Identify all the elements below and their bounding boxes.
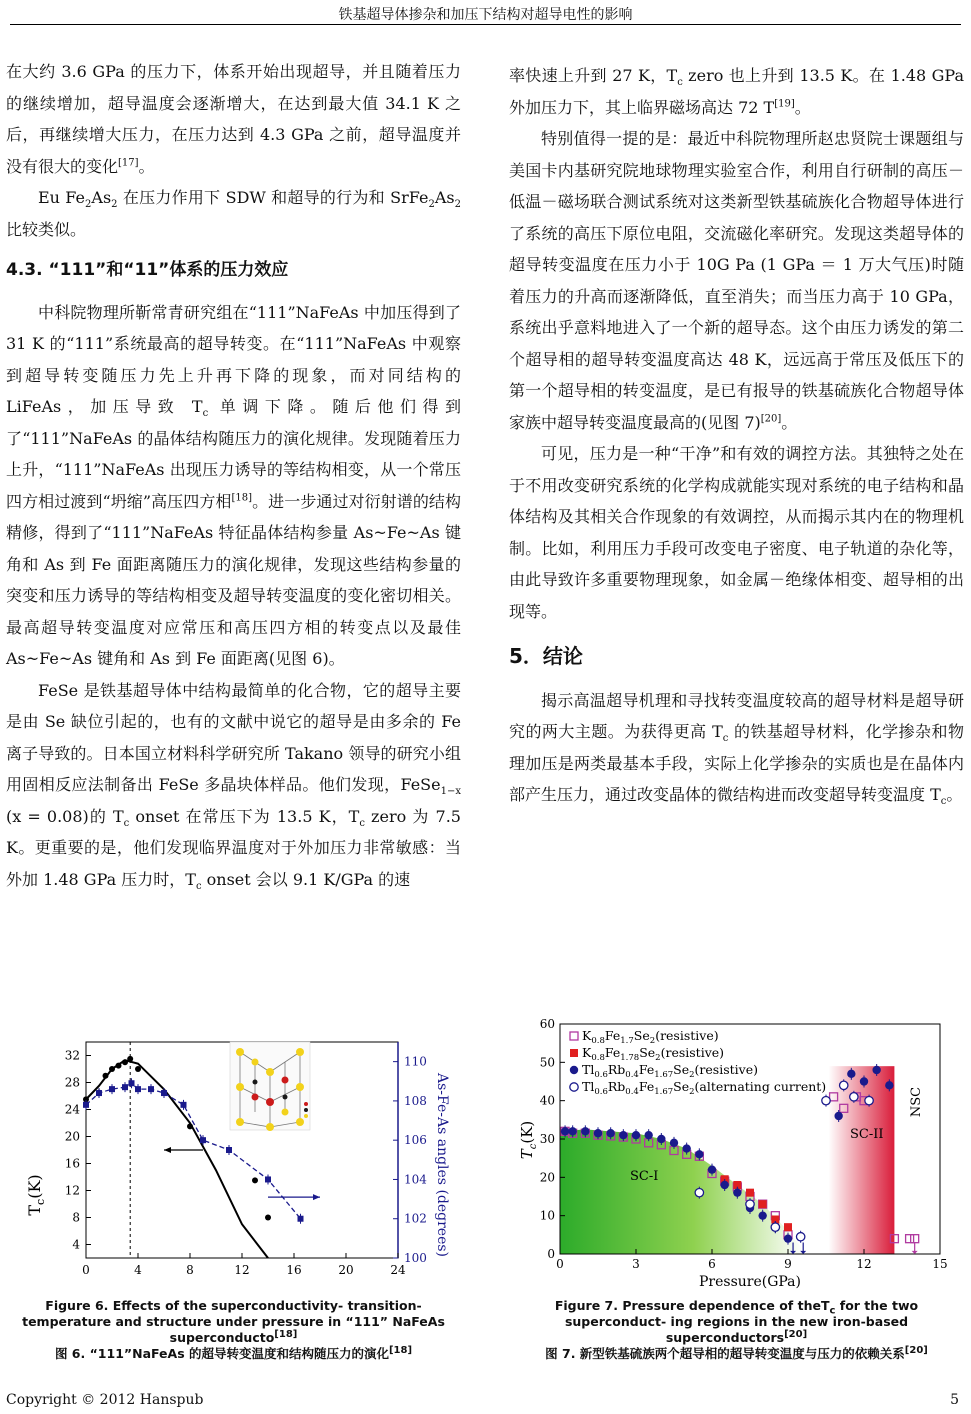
- y-tick-label: 0: [547, 1247, 555, 1261]
- y-tick-label-right: 100: [404, 1251, 427, 1265]
- x-tick-label: 12: [856, 1257, 872, 1271]
- data-point: [695, 1188, 703, 1196]
- tc-point: [116, 1063, 122, 1069]
- angle-point: [200, 1137, 206, 1143]
- legend-label: $K_{0.8}Fe_{1.78}Se_2(resistive)$: [582, 1045, 725, 1063]
- paragraph: 中科院物理所靳常青研究组在“111”NaFeAs 中加压得到了 31 K 的“111”系统最高的超导转变。在“111”NaFeAs 中观察到超导转变随压力先上升再下降的现象，而对同结构的 LiFeAs，加压导致 $T_c$ 单调下降。随后他们得到了“111”NaFeAs 的晶体结构随压力的演化规律。发现随着压力上升，“111”NaFeAs 出现压力诱导的等结构相变，从一个常压四方相过渡到“坍缩”高压四方相[18]。进一步通过对衍射谱的结构精修，得到了“111”NaFeAs 特征晶体结构参量 As~Fe~As 键角和 As 到 Fe 面距离随压力的演化规律，发现这些结构参量的突变和压力诱导的等结构相变及超导转变温度的变化密切相关。最高超导转变温度对应常压和高压四方相的转变点以及最佳 As~Fe~As 键角和 As 到 Fe 面距离(见图 6)。: [6, 302, 461, 668]
- x-axis-label: Pressure(GPa): [698, 1274, 802, 1290]
- crystal-structure-inset: [230, 1042, 310, 1131]
- data-point: [872, 1066, 880, 1074]
- data-point: [784, 1223, 792, 1231]
- x-tick-label: 8: [186, 1263, 194, 1277]
- data-point: [708, 1165, 716, 1173]
- data-point: [606, 1129, 614, 1137]
- data-point: [911, 1235, 919, 1243]
- region-label-sc1: SC-I: [630, 1169, 659, 1184]
- data-point: [906, 1235, 914, 1243]
- data-point: [860, 1077, 868, 1085]
- y-tick-label: 10: [539, 1208, 555, 1223]
- page-number: 5: [950, 1392, 959, 1408]
- y-tick-label-right: 102: [404, 1211, 427, 1226]
- y-tick-label-left: 32: [64, 1048, 80, 1063]
- angle-point: [122, 1084, 128, 1090]
- legend-label: $K_{0.8}Fe_{1.7}Se_2(resistive)$: [582, 1028, 719, 1046]
- figure-6-caption: Figure 6. Effects of the superconductivity- transition-temperature and structure under pressure in “111” NaFeAs superconducto[18] 图 6. “111”NaFeAs 的超导转变温度和结构随压力的演化[18]: [22, 1298, 445, 1361]
- arrow-right-head: [313, 1194, 320, 1200]
- data-point: [746, 1189, 754, 1197]
- section-heading: 4.3. “111”和“11”体系的压力效应: [6, 260, 289, 280]
- sc2-region: [829, 1066, 895, 1254]
- paragraph: 率快速上升到 27 K，$T_c$ zero 也上升到 13.5 K。在 1.48 GPa 外加压力下，其上临界磁场高达 72 T[19]。: [509, 66, 964, 117]
- figure-7-chart: [510, 1010, 960, 1290]
- angle-point: [161, 1090, 167, 1096]
- y-tick-label-left: 24: [64, 1102, 80, 1117]
- angle-point: [135, 1086, 141, 1092]
- data-point: [796, 1233, 804, 1241]
- data-point: [695, 1150, 703, 1158]
- data-point: [644, 1131, 652, 1139]
- paragraph: 在大约 3.6 GPa 的压力下，体系开始出现超导，并且随着压力的继续增加，超导温度会逐渐增大，在达到最大值 34.1 K 之后，再继续增大压力，在压力达到 4.3 GPa 之前，超导温度并没有很大的变化[17]。: [6, 62, 461, 176]
- data-point: [758, 1211, 766, 1219]
- tc-point: [135, 1066, 141, 1072]
- y-tick-label-left: 12: [64, 1183, 80, 1198]
- running-header: 铁基超导体掺杂和加压下结构对超导电性的影响: [338, 7, 633, 23]
- chart-legend: [570, 1028, 826, 1097]
- data-point: [733, 1188, 741, 1196]
- sc1-region: [560, 1129, 803, 1254]
- data-point: [594, 1129, 602, 1137]
- x-tick-label: 12: [234, 1263, 250, 1277]
- legend-label: $Tl_{0.6}Rb_{0.4}Fe_{1.67}Se_2(resistive)$: [582, 1062, 758, 1080]
- data-point: [568, 1127, 576, 1135]
- legend-marker: [570, 1049, 578, 1057]
- y-tick-label: 20: [539, 1170, 555, 1185]
- data-point: [657, 1135, 665, 1143]
- data-point: [746, 1200, 754, 1208]
- angle-point: [96, 1090, 102, 1096]
- data-point: [759, 1200, 767, 1208]
- angle-point: [265, 1176, 271, 1182]
- arrow-left-head: [164, 1147, 171, 1153]
- x-tick-label: 0: [82, 1263, 90, 1277]
- y-tick-label-left: 28: [64, 1075, 80, 1090]
- data-point: [840, 1081, 848, 1089]
- left-column: [6, 56, 461, 895]
- y-tick-label: 40: [539, 1093, 555, 1108]
- y-tick-label-left: 16: [64, 1156, 80, 1171]
- citation: [18]: [231, 492, 253, 504]
- y-axis-label: $T_c(K)$: [518, 1120, 539, 1160]
- y-axis-label-right: As-Fe-As angles (degrees): [434, 1072, 450, 1258]
- tc-point: [127, 1056, 133, 1062]
- data-point: [682, 1144, 690, 1152]
- paragraph: Eu $Fe_2As_2$ 在压力作用下 SDW 和超导的行为和 $SrFe_2As_2$ 比较类似。: [6, 188, 462, 239]
- legend-marker: [570, 1083, 578, 1091]
- x-tick-label: 24: [390, 1263, 406, 1277]
- tc-point: [187, 1123, 193, 1129]
- angle-point: [83, 1102, 89, 1108]
- tc-point: [265, 1215, 271, 1221]
- citation: [19]: [774, 98, 795, 110]
- x-tick-label: 6: [708, 1257, 716, 1271]
- data-point: [619, 1131, 627, 1139]
- region-label-sc2: SC-II: [850, 1127, 884, 1142]
- y-tick-label-right: 110: [404, 1054, 427, 1069]
- paragraph: 可见，压力是一种“干净”和有效的调控方法。其独特之处在于不用改变研究系统的化学构成就能实现对系统的电子结构和晶体结构及其相关合作现象的有效调控，从而揭示其内在的物理机制。比如，利用压力手段可改变电子密度、电子轨道的杂化等，由此导致许多重要物理现象，如金属－绝缘体相变、超导相的出现等。: [509, 444, 964, 621]
- y-tick-label-left: 4: [72, 1237, 80, 1252]
- figure-6-chart: [20, 1030, 460, 1290]
- data-point: [784, 1234, 792, 1242]
- tc-point: [122, 1059, 128, 1065]
- legend-marker: [570, 1066, 578, 1074]
- data-point: [720, 1181, 728, 1189]
- y-tick-label: 60: [539, 1017, 555, 1031]
- x-tick-label: 0: [556, 1257, 564, 1271]
- angle-point: [109, 1086, 115, 1092]
- x-tick-label: 3: [632, 1257, 640, 1271]
- y-tick-label-right: 108: [404, 1093, 427, 1108]
- y-tick-label-left: 8: [72, 1210, 80, 1225]
- y-tick-label-left: 20: [64, 1129, 80, 1144]
- x-tick-label: 20: [338, 1263, 354, 1277]
- data-point: [885, 1081, 893, 1089]
- x-tick-label: 4: [134, 1263, 142, 1277]
- tc-point: [103, 1073, 109, 1079]
- angle-point: [148, 1086, 154, 1092]
- legend-marker: [570, 1032, 578, 1040]
- x-tick-label: 15: [932, 1257, 948, 1271]
- data-point: [561, 1127, 569, 1135]
- angle-point: [129, 1080, 135, 1086]
- y-tick-label: 50: [539, 1055, 555, 1070]
- angle-point: [226, 1147, 232, 1153]
- data-point: [581, 1127, 589, 1135]
- region-label-nsc: NSC: [909, 1086, 924, 1118]
- header-rule: [10, 24, 961, 25]
- figure-7-caption: Figure 7. Pressure dependence of theT$_c$ for the two superconduct- ing regions in the new iron-based superconductors[20] 图 7. 新型铁基硫族两个超导相的超导转变温度与压力的依赖关系[20]: [545, 1298, 928, 1361]
- copyright-footer: Copyright © 2012 Hanspub: [6, 1392, 204, 1408]
- tc-point: [252, 1177, 258, 1183]
- paragraph: FeSe 是铁基超导体中结构最简单的化合物，它的超导主要是由 Se 缺位引起的，也有的文献中说它的超导是由多余的 Fe 离子导致的。日本国立材料科学研究所 Takano 领导的研究小组用固相反应法制备出 FeSe 多晶块体样品。他们发现，FeSe$_{1-x}$ (x = 0.08)的 $T_c$ onset 在常压下为 13.5 K，$T_c$ zero 为 7.5 K。更重要的是，他们发现临界温度对于外加压力非常敏感：当外加 1.48 GPa 压力时，$T_c$ onset 会以 9.1 K/GPa 的速: [6, 680, 461, 892]
- y-tick-label-right: 106: [404, 1133, 427, 1148]
- data-point: [822, 1096, 830, 1104]
- y-axis-label-left: $T_c(K)$: [25, 1174, 47, 1216]
- data-point: [850, 1093, 858, 1101]
- angle-point: [181, 1102, 187, 1108]
- y-tick-label: 30: [539, 1132, 555, 1146]
- x-tick-label: 9: [784, 1257, 792, 1271]
- y-tick-label-right: 104: [404, 1172, 427, 1187]
- paragraph: 特别值得一提的是：最近中科院物理所赵忠贤院士课题组与美国卡内基研究院地球物理实验室合作，利用自行研制的高压－低温－磁场联合测试系统对这类新型铁基硫族化合物超导体进行了系统的高压下原位电阻，交流磁化率研究。发现这类超导体的超导转变温度在压力小于 10G Pa (1 GPa ＝ 1 万大气压)时随着压力的升高而逐渐降低，直至消失；而当压力高于 10 GPa，系统出乎意料地进入了一个新的超导态。这个由压力诱发的第二个超导相的超导转变温度高达 48 K，远远高于常压及低压下的第一个超导相的转变温度，是已有报导的铁基硫族化合物超导体家族中超导转变温度最高的(见图 7)[20]。: [509, 129, 964, 432]
- legend-label: $Tl_{0.6}Rb_{0.4}Fe_{1.67}Se_2(alternating$ current): [582, 1079, 827, 1097]
- data-point: [865, 1096, 873, 1104]
- data-point: [771, 1223, 779, 1231]
- paragraph: 揭示高温超导机理和寻找转变温度较高的超导材料是超导研究的两大主题。为获得更高 $T_c$ 的铁基超导材料，化学掺杂和物理加压是两类最基本手段，实际上化学掺杂的实质也是在晶体内部产生压力，通过改变晶体的微结构进而改变超导转变温度 $T_c$。: [509, 690, 964, 808]
- right-column: [509, 60, 964, 811]
- data-point: [834, 1112, 842, 1120]
- data-point: [847, 1070, 855, 1078]
- x-tick-label: 16: [286, 1263, 302, 1277]
- tc-point: [109, 1066, 115, 1072]
- section-heading: 5．结论: [509, 644, 583, 668]
- angle-point: [298, 1216, 304, 1222]
- data-point: [632, 1131, 640, 1139]
- citation: [20]: [760, 413, 782, 425]
- citation: [17]: [118, 157, 139, 169]
- data-point: [670, 1139, 678, 1147]
